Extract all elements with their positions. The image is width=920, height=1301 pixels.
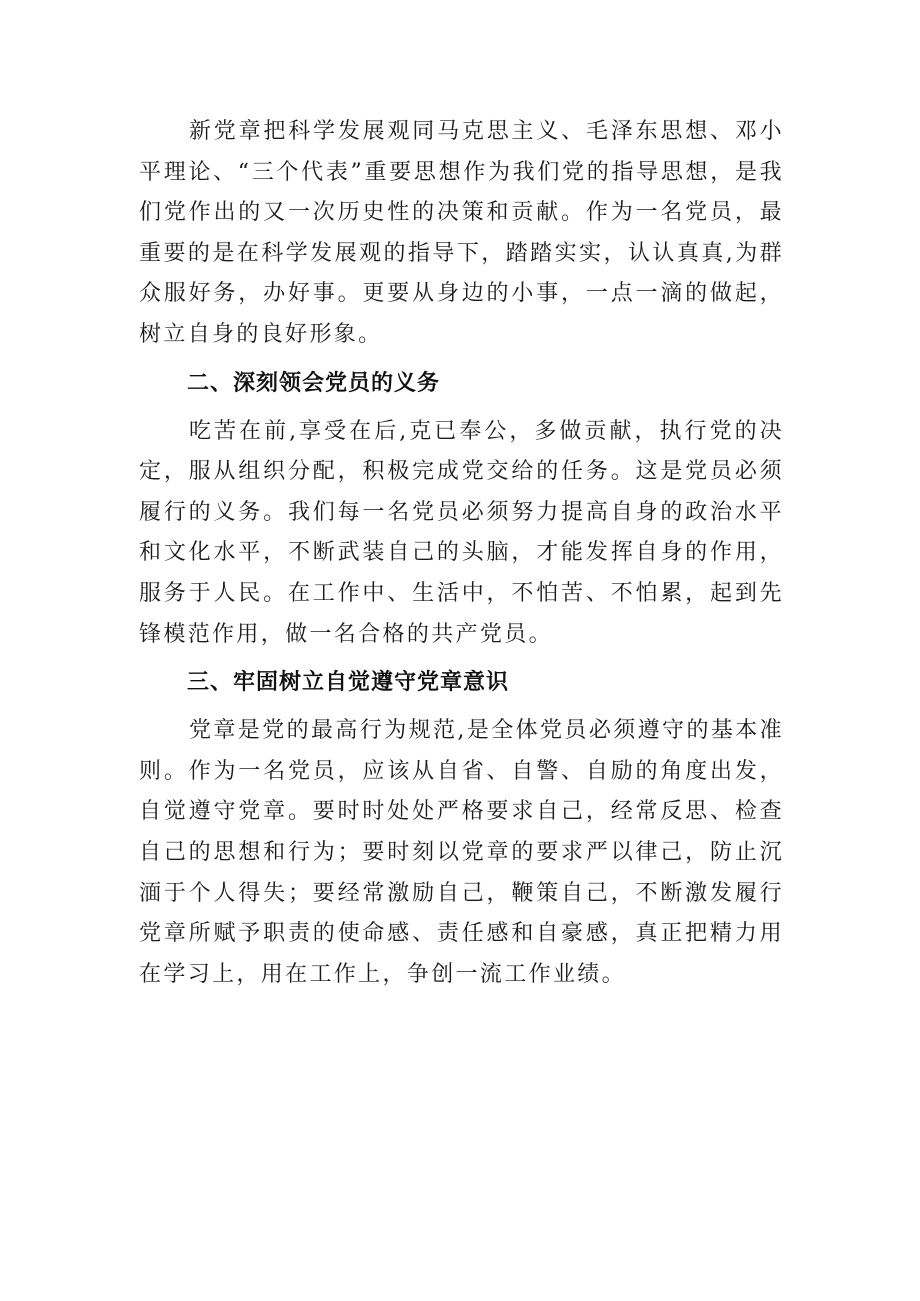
intro-paragraph: 新党章把科学发展观同马克思主义、毛泽东思想、邓小平理论、“三个代表”重要思想作为我们党的指导思想，是我们党作出的又一次历史性的决策和贡献。作为一名党员，最重要的是在科学发展观的指导下，踏踏实实，认认真真,为群众服好务，办好事。更要从身边的小事，一点一滴的做起，树立自身的良好形象。 — [139, 119, 784, 347]
spacer — [139, 356, 784, 364]
section-2-heading: 二、深刻领会党员的义务 — [187, 370, 441, 396]
section-2-paragraph: 吃苦在前,享受在后,克已奉公，多做贡献，执行党的决定，服从组织分配，积极完成党交给的任务。这是党员必须履行的义务。我们每一名党员必须努力提高自身的政治水平和文化水平，不断武装自己的头脑，才能发挥自身的作用，服务于人民。在工作中、生活中，不怕苦、不怕累，起到先锋模范作用，做一名合格的共产党员。 — [139, 418, 784, 647]
document-body — [139, 112, 784, 995]
spacer — [139, 655, 784, 663]
section-3-heading: 三、牢固树立自觉遵守党章意识 — [187, 670, 510, 696]
section-3-paragraph: 党章是党的最高行为规范,是全体党员必须遵守的基本准则。作为一名党员，应该从自省、自警、自励的角度出发，自觉遵守党章。要时时处处严格要求自己，经常反思、检查自己的思想和行为；要时刻以党章的要求严以律己，防止沉湎于个人得失；要经常激励自己，鞭策自己，不断激发履行党章所赋予职责的使命感、责任感和自豪感，真正把精力用在学习上，用在工作上，争创一流工作业绩。 — [139, 718, 784, 987]
